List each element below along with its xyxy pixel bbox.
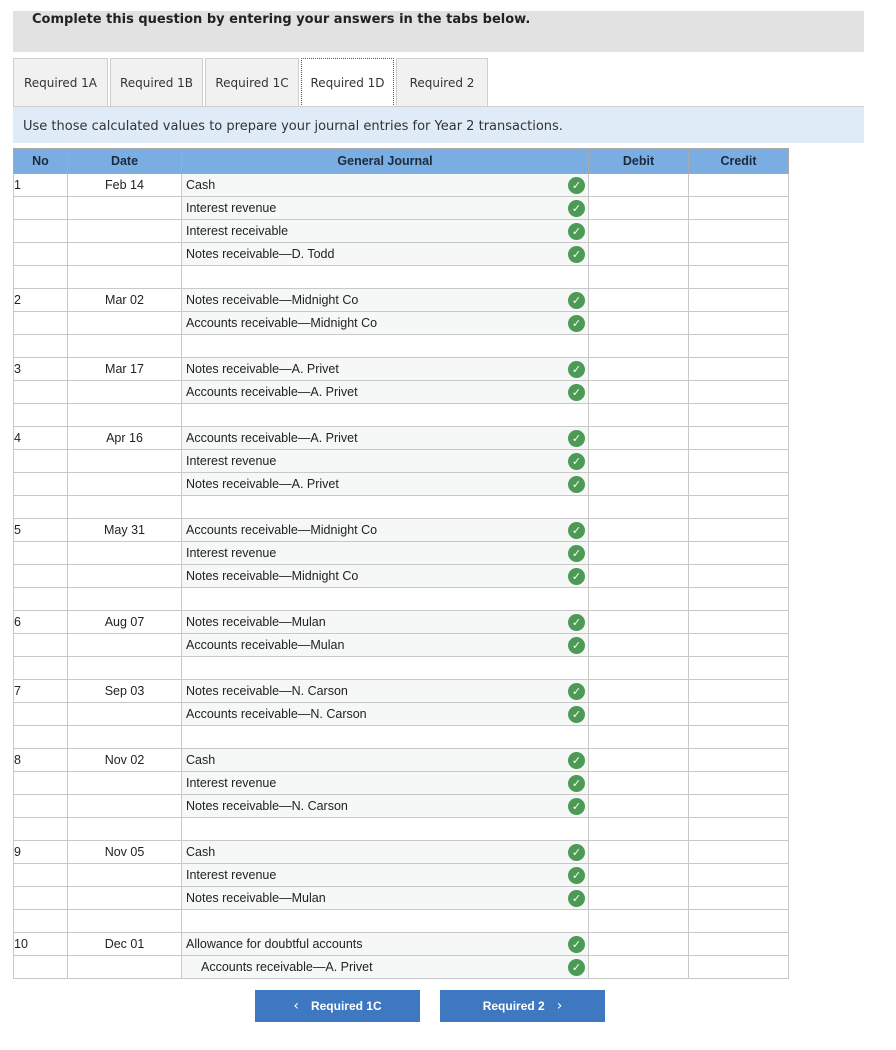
spacer-row — [14, 818, 789, 841]
entry-number: 1 — [14, 174, 68, 197]
debit-cell[interactable] — [589, 772, 689, 795]
credit-cell[interactable] — [689, 519, 789, 542]
check-circle-icon: ✓ — [568, 936, 585, 953]
debit-cell[interactable] — [589, 749, 689, 772]
account-name: Interest revenue — [186, 776, 277, 790]
table-row — [14, 611, 789, 634]
entry-date — [68, 243, 182, 266]
account-cell[interactable] — [182, 496, 589, 519]
entry-date: Mar 02 — [68, 289, 182, 312]
credit-cell[interactable] — [689, 266, 789, 289]
account-cell[interactable] — [182, 427, 589, 450]
credit-cell[interactable] — [689, 473, 789, 496]
credit-cell[interactable] — [689, 312, 789, 335]
account-name: Notes receivable—A. Privet — [186, 362, 339, 376]
account-name: Notes receivable—Mulan — [186, 891, 326, 905]
table-row — [14, 473, 789, 496]
account-cell[interactable] — [182, 726, 589, 749]
entry-date — [68, 496, 182, 519]
credit-cell[interactable] — [689, 634, 789, 657]
credit-cell[interactable] — [689, 335, 789, 358]
table-row — [14, 703, 789, 726]
spacer-row — [14, 266, 789, 289]
check-circle-icon: ✓ — [568, 361, 585, 378]
instruction-bar — [13, 107, 864, 143]
entry-number: 3 — [14, 358, 68, 381]
entry-date: Feb 14 — [68, 174, 182, 197]
entry-number — [14, 887, 68, 910]
credit-cell[interactable] — [689, 680, 789, 703]
account-name: Allowance for doubtful accounts — [186, 937, 363, 951]
entry-date — [68, 542, 182, 565]
account-cell[interactable] — [182, 197, 589, 220]
account-cell[interactable] — [182, 335, 589, 358]
debit-cell[interactable] — [589, 634, 689, 657]
tab-required-1a[interactable]: Required 1A — [13, 58, 108, 106]
table-row — [14, 450, 789, 473]
entry-number: 10 — [14, 933, 68, 956]
credit-cell[interactable] — [689, 174, 789, 197]
table-row — [14, 864, 789, 887]
table-row — [14, 772, 789, 795]
account-cell[interactable] — [182, 910, 589, 933]
table-row — [14, 197, 789, 220]
credit-cell[interactable] — [689, 450, 789, 473]
debit-cell[interactable] — [589, 220, 689, 243]
entry-date — [68, 956, 182, 979]
header-no: No — [14, 149, 68, 174]
entry-date: Nov 05 — [68, 841, 182, 864]
account-cell[interactable] — [182, 818, 589, 841]
credit-cell[interactable] — [689, 726, 789, 749]
account-name: Notes receivable—N. Carson — [186, 684, 348, 698]
entry-number — [14, 220, 68, 243]
table-row — [14, 427, 789, 450]
instruction-text: Use those calculated values to prepare your journal entries for Year 2 transactions. — [23, 119, 563, 134]
account-name: Accounts receivable—A. Privet — [201, 960, 373, 974]
check-circle-icon: ✓ — [568, 568, 585, 585]
account-cell[interactable] — [182, 933, 589, 956]
debit-cell[interactable] — [589, 197, 689, 220]
entry-number — [14, 565, 68, 588]
credit-cell[interactable] — [689, 197, 789, 220]
header-bar — [13, 11, 864, 52]
header-debit: Debit — [589, 149, 689, 174]
debit-cell[interactable] — [589, 266, 689, 289]
check-circle-icon: ✓ — [568, 752, 585, 769]
table-row — [14, 220, 789, 243]
account-name: Cash — [186, 753, 216, 767]
check-circle-icon: ✓ — [568, 614, 585, 631]
debit-cell[interactable] — [589, 818, 689, 841]
debit-cell[interactable] — [589, 312, 689, 335]
debit-cell[interactable] — [589, 887, 689, 910]
entry-date — [68, 220, 182, 243]
chevron-right-icon: › — [556, 998, 563, 1014]
entry-number — [14, 335, 68, 358]
credit-cell[interactable] — [689, 381, 789, 404]
entry-number — [14, 243, 68, 266]
entry-date — [68, 634, 182, 657]
entry-date: Mar 17 — [68, 358, 182, 381]
entry-number — [14, 634, 68, 657]
account-name: Accounts receivable—N. Carson — [186, 707, 367, 721]
account-cell[interactable] — [182, 381, 589, 404]
check-circle-icon: ✓ — [568, 706, 585, 723]
entry-number — [14, 772, 68, 795]
table-row — [14, 174, 789, 197]
entry-number — [14, 381, 68, 404]
table-row — [14, 680, 789, 703]
credit-cell[interactable] — [689, 749, 789, 772]
entry-date — [68, 197, 182, 220]
credit-cell[interactable] — [689, 358, 789, 381]
entry-date: Sep 03 — [68, 680, 182, 703]
spacer-row — [14, 910, 789, 933]
entry-number — [14, 818, 68, 841]
account-name: Interest revenue — [186, 454, 277, 468]
credit-cell[interactable] — [689, 611, 789, 634]
entry-number — [14, 726, 68, 749]
entry-number: 7 — [14, 680, 68, 703]
account-cell[interactable] — [182, 841, 589, 864]
check-circle-icon: ✓ — [568, 959, 585, 976]
table-row — [14, 634, 789, 657]
debit-cell[interactable] — [589, 657, 689, 680]
entry-date — [68, 473, 182, 496]
debit-cell[interactable] — [589, 864, 689, 887]
spacer-row — [14, 726, 789, 749]
table-row — [14, 358, 789, 381]
debit-cell[interactable] — [589, 565, 689, 588]
debit-cell[interactable] — [589, 519, 689, 542]
check-circle-icon: ✓ — [568, 315, 585, 332]
debit-cell[interactable] — [589, 335, 689, 358]
entry-number — [14, 795, 68, 818]
entry-date — [68, 818, 182, 841]
account-cell[interactable] — [182, 289, 589, 312]
entry-date — [68, 772, 182, 795]
entry-date — [68, 404, 182, 427]
account-name: Accounts receivable—Mulan — [186, 638, 345, 652]
account-cell[interactable] — [182, 519, 589, 542]
credit-cell[interactable] — [689, 565, 789, 588]
account-cell[interactable] — [182, 243, 589, 266]
entry-number: 2 — [14, 289, 68, 312]
entry-date: Aug 07 — [68, 611, 182, 634]
check-circle-icon: ✓ — [568, 867, 585, 884]
credit-cell[interactable] — [689, 496, 789, 519]
next-button-label: Required 2 — [482, 999, 545, 1013]
credit-cell[interactable] — [689, 818, 789, 841]
check-circle-icon: ✓ — [568, 223, 585, 240]
credit-cell[interactable] — [689, 289, 789, 312]
debit-cell[interactable] — [589, 496, 689, 519]
entry-number: 5 — [14, 519, 68, 542]
check-circle-icon: ✓ — [568, 177, 585, 194]
entry-date — [68, 703, 182, 726]
check-circle-icon: ✓ — [568, 637, 585, 654]
check-circle-icon: ✓ — [568, 683, 585, 700]
account-cell[interactable] — [182, 887, 589, 910]
credit-cell[interactable] — [689, 887, 789, 910]
credit-cell[interactable] — [689, 243, 789, 266]
account-cell[interactable] — [182, 680, 589, 703]
account-cell[interactable] — [182, 565, 589, 588]
entry-date — [68, 910, 182, 933]
check-circle-icon: ✓ — [568, 476, 585, 493]
debit-cell[interactable] — [589, 795, 689, 818]
debit-cell[interactable] — [589, 703, 689, 726]
credit-cell[interactable] — [689, 956, 789, 979]
question-title: Complete this question by entering your answers in the tabs below. — [32, 12, 531, 27]
entry-number: 9 — [14, 841, 68, 864]
entry-date — [68, 588, 182, 611]
entry-date — [68, 312, 182, 335]
debit-cell[interactable] — [589, 427, 689, 450]
credit-cell[interactable] — [689, 795, 789, 818]
account-name: Notes receivable—N. Carson — [186, 799, 348, 813]
debit-cell[interactable] — [589, 933, 689, 956]
check-circle-icon: ✓ — [568, 522, 585, 539]
credit-cell[interactable] — [689, 427, 789, 450]
entry-number — [14, 473, 68, 496]
spacer-row — [14, 335, 789, 358]
credit-cell[interactable] — [689, 703, 789, 726]
account-name: Accounts receivable—A. Privet — [186, 385, 358, 399]
table-row — [14, 519, 789, 542]
check-circle-icon: ✓ — [568, 292, 585, 309]
debit-cell[interactable] — [589, 381, 689, 404]
table-row — [14, 795, 789, 818]
account-cell[interactable] — [182, 450, 589, 473]
check-circle-icon: ✓ — [568, 890, 585, 907]
general-journal-table — [13, 148, 789, 979]
credit-cell[interactable] — [689, 657, 789, 680]
entry-date — [68, 887, 182, 910]
account-name: Notes receivable—A. Privet — [186, 477, 339, 491]
check-circle-icon: ✓ — [568, 453, 585, 470]
entry-date — [68, 381, 182, 404]
check-circle-icon: ✓ — [568, 844, 585, 861]
account-cell[interactable] — [182, 634, 589, 657]
check-circle-icon: ✓ — [568, 430, 585, 447]
entry-number — [14, 864, 68, 887]
account-cell[interactable] — [182, 174, 589, 197]
check-circle-icon: ✓ — [568, 200, 585, 217]
entry-date: Nov 02 — [68, 749, 182, 772]
table-row — [14, 243, 789, 266]
check-circle-icon: ✓ — [568, 384, 585, 401]
debit-cell[interactable] — [589, 956, 689, 979]
debit-cell[interactable] — [589, 358, 689, 381]
spacer-row — [14, 404, 789, 427]
account-name: Interest receivable — [186, 224, 289, 238]
account-cell[interactable] — [182, 795, 589, 818]
entry-number — [14, 956, 68, 979]
tab-required-1c[interactable]: Required 1C — [205, 58, 299, 106]
check-circle-icon: ✓ — [568, 775, 585, 792]
tab-required-1b[interactable]: Required 1B — [110, 58, 203, 106]
entry-number — [14, 542, 68, 565]
entry-number — [14, 496, 68, 519]
account-name: Notes receivable—D. Todd — [186, 247, 335, 261]
header-general-journal: General Journal — [182, 149, 589, 174]
credit-cell[interactable] — [689, 910, 789, 933]
table-row — [14, 749, 789, 772]
account-cell[interactable] — [182, 772, 589, 795]
prev-button-label: Required 1C — [310, 999, 382, 1013]
account-name: Notes receivable—Mulan — [186, 615, 326, 629]
account-cell[interactable] — [182, 266, 589, 289]
account-cell[interactable] — [182, 956, 589, 979]
table-row — [14, 841, 789, 864]
entry-number — [14, 404, 68, 427]
credit-cell[interactable] — [689, 933, 789, 956]
account-name: Interest revenue — [186, 546, 277, 560]
table-row — [14, 933, 789, 956]
entry-date — [68, 657, 182, 680]
account-name: Accounts receivable—Midnight Co — [186, 316, 378, 330]
entry-number: 6 — [14, 611, 68, 634]
account-cell[interactable] — [182, 749, 589, 772]
account-cell[interactable] — [182, 473, 589, 496]
debit-cell[interactable] — [589, 588, 689, 611]
debit-cell[interactable] — [589, 841, 689, 864]
check-circle-icon: ✓ — [568, 798, 585, 815]
account-name: Interest revenue — [186, 868, 277, 882]
tab-required-2[interactable]: Required 2 — [396, 58, 488, 106]
debit-cell[interactable] — [589, 611, 689, 634]
credit-cell[interactable] — [689, 542, 789, 565]
entry-number — [14, 450, 68, 473]
entry-date — [68, 335, 182, 358]
credit-cell[interactable] — [689, 220, 789, 243]
journal-body — [14, 174, 789, 979]
account-name: Notes receivable—Midnight Co — [186, 569, 359, 583]
debit-cell[interactable] — [589, 680, 689, 703]
entry-date: Apr 16 — [68, 427, 182, 450]
account-cell[interactable] — [182, 703, 589, 726]
account-name: Accounts receivable—Midnight Co — [186, 523, 378, 537]
account-cell[interactable] — [182, 588, 589, 611]
chevron-left-icon: ‹ — [293, 998, 299, 1014]
spacer-row — [14, 657, 789, 680]
account-cell[interactable] — [182, 657, 589, 680]
table-row — [14, 289, 789, 312]
account-name: Interest revenue — [186, 201, 277, 215]
entry-number — [14, 703, 68, 726]
credit-cell[interactable] — [689, 404, 789, 427]
account-cell[interactable] — [182, 611, 589, 634]
account-cell[interactable] — [182, 404, 589, 427]
check-circle-icon: ✓ — [568, 246, 585, 263]
entry-number: 4 — [14, 427, 68, 450]
entry-date: Dec 01 — [68, 933, 182, 956]
table-row — [14, 956, 789, 979]
entry-number: 8 — [14, 749, 68, 772]
table-row — [14, 542, 789, 565]
debit-cell[interactable] — [589, 243, 689, 266]
spacer-row — [14, 588, 789, 611]
table-row — [14, 381, 789, 404]
account-name: Cash — [186, 845, 216, 859]
table-row — [14, 312, 789, 335]
account-cell[interactable] — [182, 358, 589, 381]
table-header-row — [14, 149, 789, 174]
debit-cell[interactable] — [589, 174, 689, 197]
entry-date — [68, 565, 182, 588]
debit-cell[interactable] — [589, 542, 689, 565]
spacer-row — [14, 496, 789, 519]
debit-cell[interactable] — [589, 289, 689, 312]
entry-date — [68, 795, 182, 818]
header-date: Date — [68, 149, 182, 174]
entry-number — [14, 910, 68, 933]
entry-number — [14, 312, 68, 335]
entry-date — [68, 864, 182, 887]
entry-date — [68, 450, 182, 473]
debit-cell[interactable] — [589, 910, 689, 933]
debit-cell[interactable] — [589, 450, 689, 473]
tab-required-1d[interactable]: Required 1D — [301, 58, 394, 107]
prev-required-1c-button[interactable] — [255, 990, 420, 1022]
entry-number — [14, 588, 68, 611]
header-credit: Credit — [689, 149, 789, 174]
account-cell[interactable] — [182, 312, 589, 335]
table-row — [14, 887, 789, 910]
debit-cell[interactable] — [589, 404, 689, 427]
entry-number — [14, 657, 68, 680]
table-row — [14, 565, 789, 588]
credit-cell[interactable] — [689, 841, 789, 864]
debit-cell[interactable] — [589, 726, 689, 749]
next-required-2-button[interactable] — [440, 990, 605, 1022]
entry-number — [14, 197, 68, 220]
debit-cell[interactable] — [589, 473, 689, 496]
credit-cell[interactable] — [689, 588, 789, 611]
entry-number — [14, 266, 68, 289]
account-cell[interactable] — [182, 864, 589, 887]
account-name: Accounts receivable—A. Privet — [186, 431, 358, 445]
account-cell[interactable] — [182, 220, 589, 243]
entry-date — [68, 266, 182, 289]
account-name: Notes receivable—Midnight Co — [186, 293, 359, 307]
credit-cell[interactable] — [689, 772, 789, 795]
check-circle-icon: ✓ — [568, 545, 585, 562]
entry-date: May 31 — [68, 519, 182, 542]
entry-date — [68, 726, 182, 749]
account-cell[interactable] — [182, 542, 589, 565]
credit-cell[interactable] — [689, 864, 789, 887]
account-name: Cash — [186, 178, 216, 192]
